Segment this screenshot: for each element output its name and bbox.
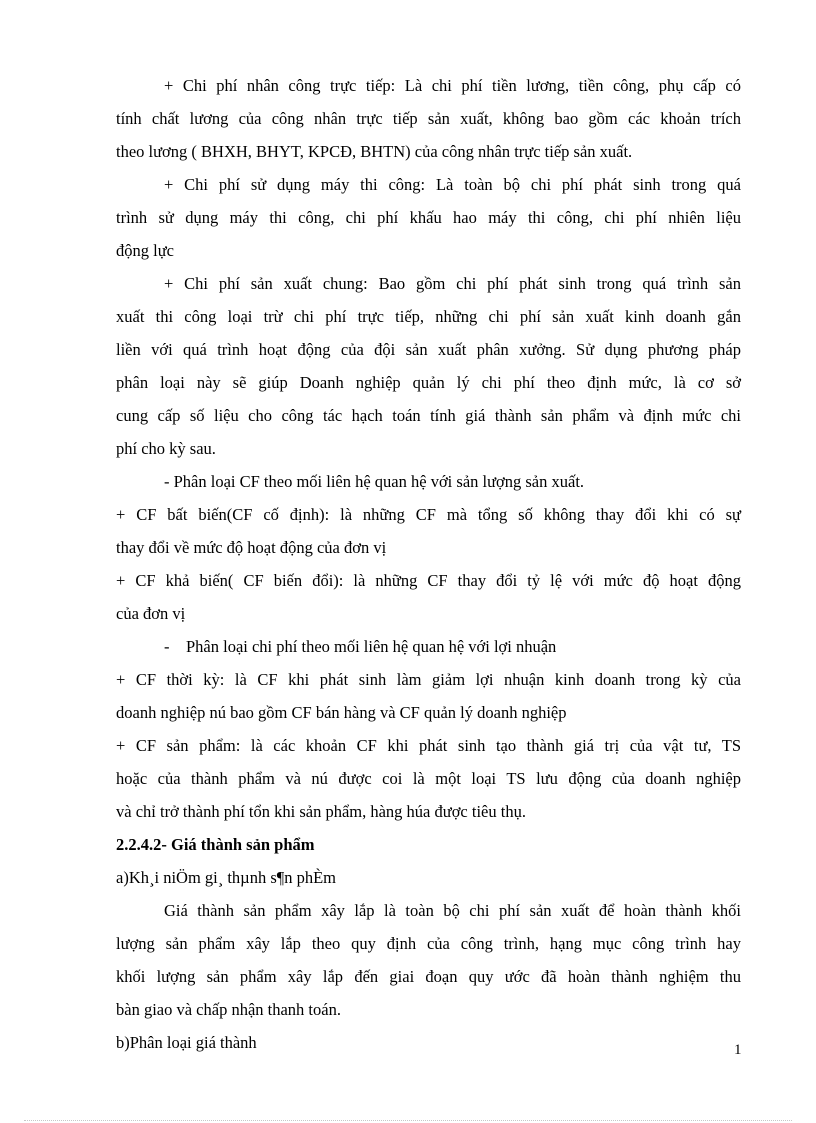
text-line: của đơn vị: [116, 604, 186, 623]
text-line: bàn giao và chấp nhận thanh toán.: [116, 1000, 341, 1019]
text-line: khối lượng sản phẩm xây lắp đến giai đoạn quy ước đã hoàn thành nghiệm thu: [116, 967, 741, 986]
text-line: xuất thi công loại trừ chi phí trực tiếp, những chi phí sản xuất kinh doanh gắn: [116, 307, 741, 326]
text-line: phí cho kỳ sau.: [116, 439, 216, 458]
text-line: trình sử dụng máy thi công, chi phí khấu hao máy thi công, chi phí nhiên liệu: [116, 208, 741, 227]
text-line: phân loại này sẽ giúp Doanh nghiệp quản lý chi phí theo định mức, là cơ sở: [116, 373, 741, 392]
text-line: + CF sản phẩm: là các khoản CF khi phát sinh tạo thành giá trị của vật tư, TS: [116, 736, 741, 755]
subsection-heading: b)Phân loại giá thành: [116, 1033, 257, 1052]
text-line: - Phân loại CF theo mối liên hệ quan hệ với sản lượng sản xuất.: [164, 472, 585, 491]
text-line: hoặc của thành phẩm và nú được coi là một loại TS lưu động của doanh nghiệp: [116, 769, 741, 788]
text-line: động lực: [116, 241, 174, 260]
text-line: doanh nghiệp nú bao gồm CF bán hàng và CF quản lý doanh nghiệp: [116, 703, 567, 722]
subsection-heading: a)Kh¸i niÖm gi¸ thµnh s¶n phÈm: [116, 868, 337, 887]
text-line: tính chất lương của công nhân trực tiếp sản xuất, không bao gồm các khoản trích: [116, 109, 741, 128]
text-line: liền với quá trình hoạt động của đội sản xuất phân xưởng. Sử dụng phương pháp: [116, 340, 741, 359]
page-number: 1: [734, 1042, 742, 1058]
section-heading: 2.2.4.2- Giá thành sản phẩm: [116, 835, 315, 854]
text-line: cung cấp số liệu cho công tác hạch toán tính giá thành sản phẩm và định mức chi: [116, 406, 741, 425]
page-bottom-divider: [24, 1120, 792, 1121]
text-line: + Chi phí sản xuất chung: Bao gồm chi phí phát sinh trong quá trình sản: [164, 274, 741, 293]
text-line: thay đổi về mức độ hoạt động của đơn vị: [116, 538, 387, 557]
text-line: lượng sản phẩm xây lắp theo quy định của công trình, hạng mục công trình hay: [116, 934, 741, 953]
text-line: Giá thành sản phẩm xây lắp là toàn bộ chi phí sản xuất để hoàn thành khối: [164, 901, 741, 920]
text-line: + Chi phí nhân công trực tiếp: Là chi phí tiền lương, tiền công, phụ cấp có: [164, 76, 741, 95]
text-line: + CF khả biến( CF biến đổi): là những CF thay đổi tỷ lệ với mức độ hoạt động: [116, 571, 741, 590]
text-line: + Chi phí sử dụng máy thi công: Là toàn bộ chi phí phát sinh trong quá: [164, 175, 741, 194]
text-line: - Phân loại chi phí theo mối liên hệ quan hệ với lợi nhuận: [164, 637, 557, 656]
text-line: + CF bất biến(CF cố định): là những CF mà tổng số không thay đổi khi có sự: [116, 505, 741, 524]
text-line: + CF thời kỳ: là CF khi phát sinh làm giảm lợi nhuận kinh doanh trong kỳ của: [116, 670, 741, 689]
text-line: và chỉ trở thành phí tổn khi sản phẩm, hàng húa được tiêu thụ.: [116, 802, 526, 821]
text-line: theo lương ( BHXH, BHYT, KPCĐ, BHTN) của công nhân trực tiếp sản xuất.: [116, 142, 633, 161]
